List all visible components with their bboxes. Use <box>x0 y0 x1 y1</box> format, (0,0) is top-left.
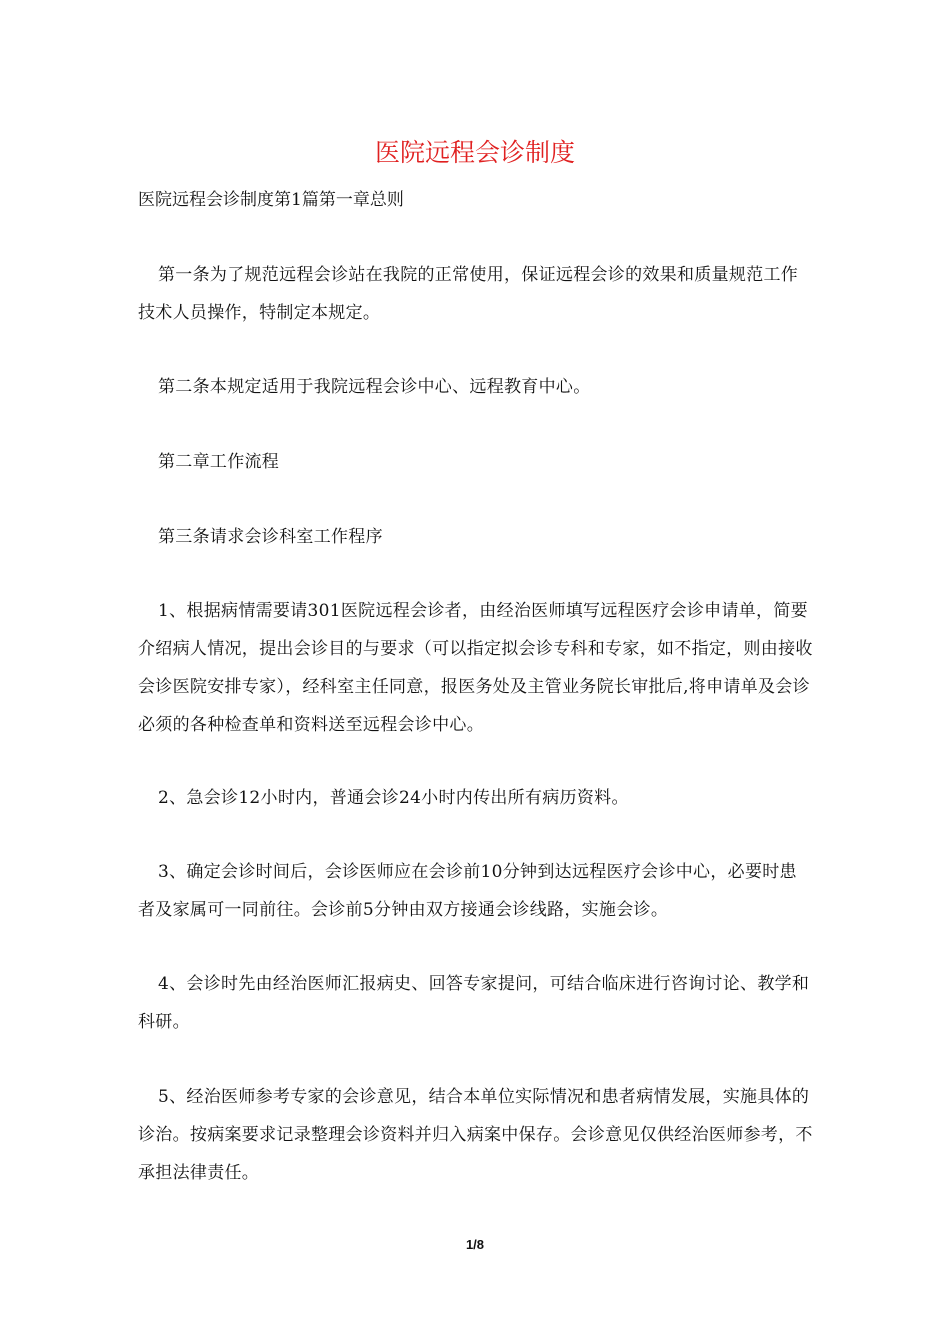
paragraph-item-5: 5、经治医师参考专家的会诊意见，结合本单位实际情况和患者病情发展，实施具体的诊治。按病案要求记录整理会诊资料并归入病案中保存。会诊意见仅供经治医师参考，不承担法律责任。 <box>138 1087 813 1183</box>
paragraph-article-3: 第三条请求会诊科室工作程序 <box>158 527 383 547</box>
paragraph-item-4: 4、会诊时先由经治医师汇报病史、回答专家提问，可结合临床进行咨询讨论、教学和科研。 <box>138 974 810 1032</box>
paragraph-item-2: 2、急会诊12小时内，普通会诊24小时内传出所有病历资料。 <box>158 788 629 808</box>
paragraph-chapter-2-heading: 第二章工作流程 <box>158 452 280 472</box>
paragraph-item-3: 3、确定会诊时间后，会诊医师应在会诊前10分钟到达远程医疗会诊中心，必要时患者及家属可一同前往。会诊前5分钟由双方接通会诊线路，实施会诊。 <box>138 862 797 920</box>
paragraph-article-1: 第一条为了规范远程会诊站在我院的正常使用，保证远程会诊的效果和质量规范工作技术人员操作，特制定本规定。 <box>138 265 799 323</box>
document-subtitle: 医院远程会诊制度第1篇第一章总则 <box>138 190 404 210</box>
document-title: 医院远程会诊制度 <box>374 138 575 167</box>
paragraph-item-1: 1、根据病情需要请301医院远程会诊者，由经治医师填写远程医疗会诊申请单，简要介绍病人情况，提出会诊目的与要求（可以指定拟会诊专科和专家，如不指定，则由接收会诊医院安排专家），经科室主任同意，报医务处及主管业务院长审批后,将申请单及会诊必须的各种检查单和资料送至远程会诊中心。 <box>138 601 813 735</box>
paragraph-article-2: 第二条本规定适用于我院远程会诊中心、远程教育中心。 <box>158 377 591 397</box>
page-number: 1/8 <box>465 1237 485 1252</box>
